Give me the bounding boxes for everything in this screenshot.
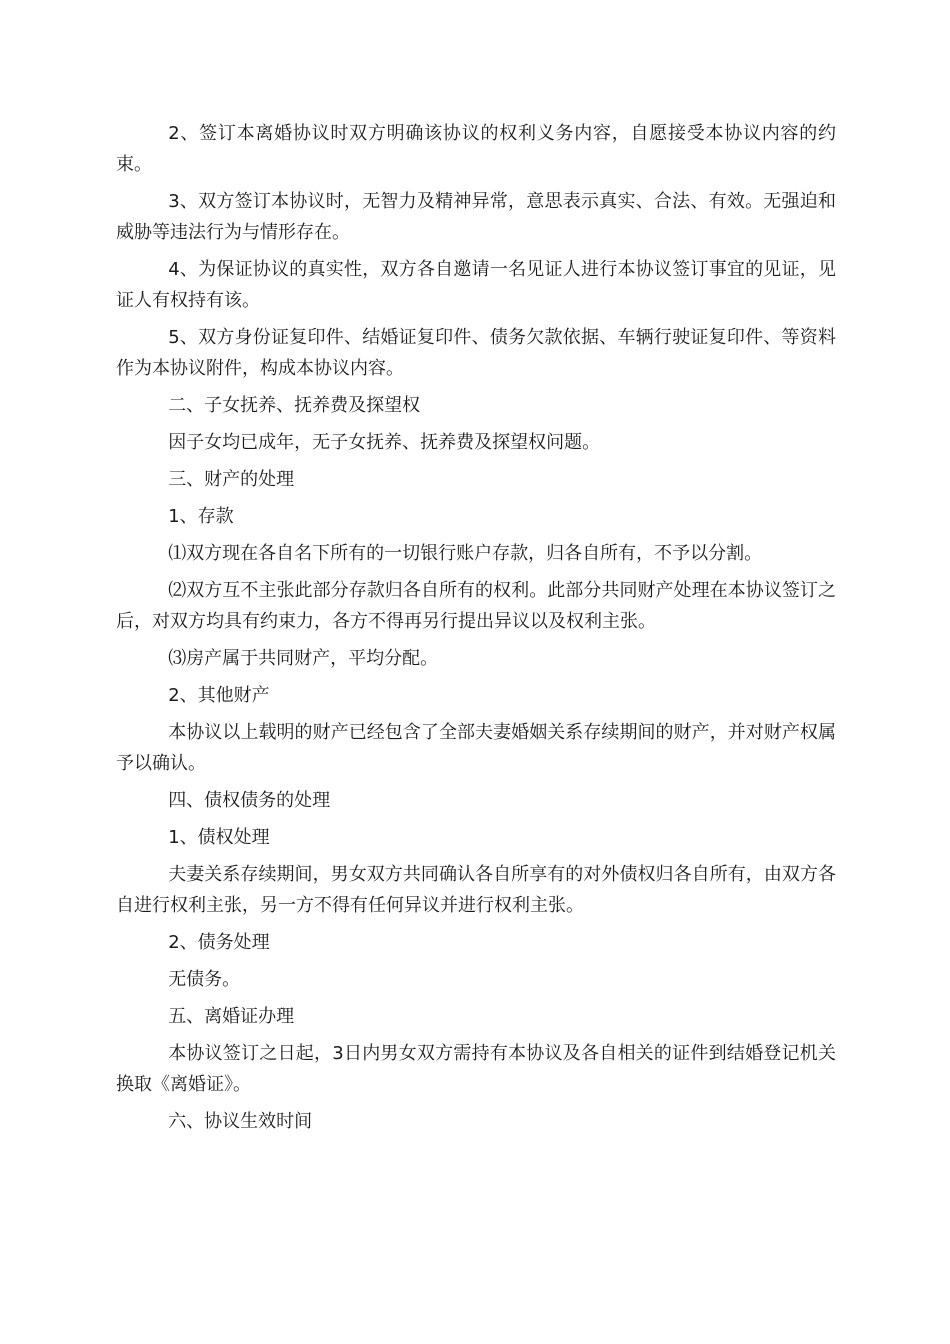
subheading-claims: 1、债权处理 [168, 827, 270, 848]
paragraph-clause-5: 5、双方身份证复印件、结婚证复印件、债务欠款依据、车辆行驶证复印件、等资料作为本协议附件，构成本协议内容。 [116, 327, 836, 379]
paragraph-deposits-3: ⑶房产属于共同财产，平均分配。 [168, 648, 439, 669]
section-heading-debts: 四、债权债务的处理 [168, 790, 331, 811]
paragraph-certificate: 本协议签订之日起，3日内男女双方需持有本协议及各自相关的证件到结婚登记机关换取《离婚证》。 [116, 1043, 836, 1095]
section-heading-property: 三、财产的处理 [168, 469, 295, 490]
paragraph-clause-3: 3、双方签订本协议时，无智力及精神异常，意思表示真实、合法、有效。无强迫和威胁等违法行为与情形存在。 [116, 191, 836, 243]
paragraph-clause-2: 2、签订本离婚协议时双方明确该协议的权利义务内容，自愿接受本协议内容的约束。 [116, 123, 836, 175]
paragraph-deposits-2: ⑵双方互不主张此部分存款归各自所有的权利。此部分共同财产处理在本协议签订之后，对双方均具有约束力，各方不得再另行提出异议以及权利主张。 [116, 580, 836, 632]
section-heading-children: 二、子女抚养、抚养费及探望权 [168, 395, 421, 416]
document-body [116, 118, 836, 1143]
paragraph-other-property: 本协议以上载明的财产已经包含了全部夫妻婚姻关系存续期间的财产，并对财产权属予以确认。 [116, 722, 836, 774]
paragraph-deposits-1: ⑴双方现在各自名下所有的一切银行账户存款，归各自所有，不予以分割。 [168, 543, 763, 564]
subheading-other-property: 2、其他财产 [168, 685, 270, 706]
paragraph-claims: 夫妻关系存续期间，男女双方共同确认各自所享有的对外债权归各自所有，由双方各自进行权利主张，另一方不得有任何异议并进行权利主张。 [116, 864, 836, 916]
paragraph-children: 因子女均已成年，无子女抚养、抚养费及探望权问题。 [168, 432, 601, 453]
subheading-deposits: 1、存款 [168, 506, 234, 527]
paragraph-clause-4: 4、为保证协议的真实性，双方各自邀请一名见证人进行本协议签订事宜的见证，见证人有权持有该。 [116, 259, 836, 311]
subheading-debt-handling: 2、债务处理 [168, 932, 270, 953]
section-heading-effective-time: 六、协议生效时间 [168, 1111, 313, 1132]
paragraph-no-debt: 无债务。 [168, 969, 241, 990]
section-heading-certificate: 五、离婚证办理 [168, 1006, 295, 1027]
